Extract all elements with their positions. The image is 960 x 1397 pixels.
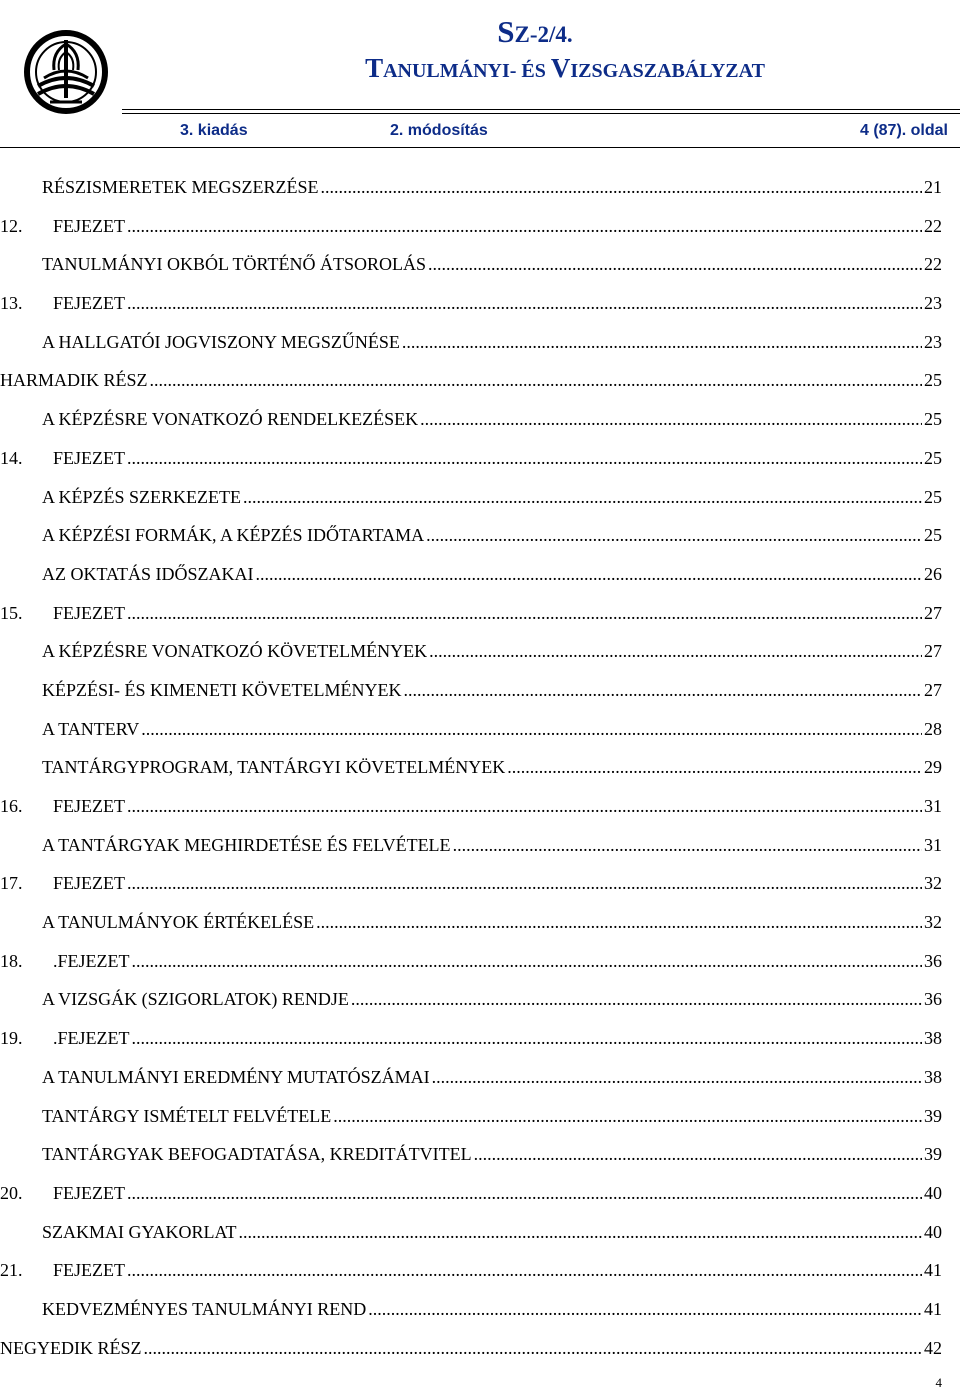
toc-entry[interactable] (0, 1251, 942, 1290)
toc-entry[interactable] (0, 594, 942, 633)
toc-entry-label: FEJEZET (53, 602, 125, 623)
toc-dot-leader (243, 478, 922, 517)
toc-entry-label: AZ OKTATÁS IDŐSZAKAI (42, 563, 254, 584)
toc-entry-page: 38 (924, 1066, 942, 1087)
toc-dot-leader (127, 787, 922, 826)
toc-dot-leader (127, 207, 922, 246)
toc-entry-page: 40 (924, 1182, 942, 1203)
toc-entry-label: A KÉPZÉSRE VONATKOZÓ KÖVETELMÉNYEK (42, 641, 428, 662)
toc-entry-page: 36 (924, 950, 942, 971)
toc-dot-leader (333, 1097, 922, 1136)
toc-entry[interactable] (0, 826, 942, 865)
toc-dot-leader (127, 284, 922, 323)
toc-dot-leader (239, 1213, 922, 1252)
toc-dot-leader (368, 1290, 922, 1329)
toc-dot-leader (428, 245, 922, 284)
toc-dot-leader (432, 1058, 922, 1097)
toc-entry-label: TANTÁRGYPROGRAM, TANTÁRGYI KÖVETELMÉNYEK (42, 757, 506, 778)
toc-dot-leader (150, 361, 922, 400)
toc-dot-leader (127, 1174, 922, 1213)
toc-entry-label: A KÉPZÉS SZERKEZETE (42, 486, 241, 507)
toc-entry[interactable] (0, 1058, 942, 1097)
toc-entry-label: FEJEZET (53, 873, 125, 894)
toc-entry-page: 27 (924, 641, 942, 662)
document-title: TANULMÁNYI- ÉS VIZSGASZABÁLYZAT (365, 53, 765, 83)
toc-dot-leader (402, 323, 922, 362)
toc-entry[interactable] (0, 400, 942, 439)
toc-entry-label: FEJEZET (53, 293, 125, 314)
toc-dot-leader (321, 168, 922, 207)
toc-entry-label: RÉSZISMERETEK MEGSZERZÉSE (42, 177, 319, 197)
toc-entry-label: A HALLGATÓI JOGVISZONY MEGSZŰNÉSE (42, 331, 400, 352)
toc-entry-page: 41 (924, 1298, 942, 1319)
toc-entry-label: A TANULMÁNYOK ÉRTÉKELÉSE (42, 912, 315, 933)
toc-entry[interactable] (0, 1290, 942, 1329)
edition-label: 3. kiadás (180, 122, 248, 139)
toc-entry-page: 32 (924, 912, 942, 933)
toc-entry[interactable] (0, 478, 942, 517)
toc-entry[interactable] (0, 671, 942, 710)
toc-entry-page: 32 (924, 873, 942, 894)
toc-entry-number: 14. (0, 447, 23, 468)
toc-dot-leader (127, 864, 922, 903)
toc-entry-number: 19. (0, 1028, 23, 1049)
toc-entry[interactable] (0, 787, 942, 826)
toc-entry-number: 20. (0, 1182, 23, 1203)
toc-entry-page: 27 (924, 679, 942, 700)
toc-entry-label: A KÉPZÉSI FORMÁK, A KÉPZÉS IDŐTARTAMA (42, 525, 425, 546)
toc-entry-label: TANTÁRGY ISMÉTELT FELVÉTELE (42, 1105, 332, 1126)
toc-entry-page: 23 (924, 293, 942, 314)
toc-entry-label: A TANULMÁNYI EREDMÉNY MUTATÓSZÁMAI (42, 1066, 430, 1087)
toc-entry[interactable] (0, 1135, 942, 1174)
toc-dot-leader (144, 1329, 923, 1368)
page-of-label: 4 (87). oldal (859, 122, 948, 139)
toc-entry[interactable] (0, 516, 942, 555)
toc-entry-page: 39 (924, 1144, 942, 1165)
toc-entry[interactable] (0, 748, 942, 787)
toc-entry-number: 17. (0, 873, 23, 894)
toc-entry[interactable] (0, 1329, 942, 1368)
toc-entry-page: 21 (924, 177, 942, 197)
toc-entry-label: .FEJEZET (53, 1028, 130, 1049)
toc-entry-number: 21. (0, 1260, 23, 1281)
toc-entry-label: NEGYEDIK RÉSZ (0, 1337, 142, 1358)
page-number: 4 (935, 1375, 942, 1390)
table-of-contents (0, 168, 942, 1367)
toc-entry[interactable] (0, 864, 942, 903)
toc-dot-leader (141, 710, 922, 749)
toc-dot-leader (474, 1135, 922, 1174)
toc-entry-label: A KÉPZÉSRE VONATKOZÓ RENDELKEZÉSEK (42, 409, 419, 430)
toc-entry-page: 38 (924, 1028, 942, 1049)
toc-entry-number: 12. (0, 215, 23, 236)
toc-entry-page: 27 (924, 602, 942, 623)
toc-entry-label: SZAKMAI GYAKORLAT (42, 1221, 237, 1242)
toc-entry[interactable] (0, 245, 942, 284)
toc-dot-leader (316, 903, 922, 942)
toc-entry[interactable] (0, 1213, 942, 1252)
toc-entry[interactable] (0, 710, 942, 749)
toc-dot-leader (256, 555, 922, 594)
toc-entry-page: 41 (924, 1260, 942, 1281)
toc-entry[interactable] (0, 980, 942, 1019)
toc-entry-page: 23 (924, 331, 942, 352)
toc-dot-leader (127, 1251, 922, 1290)
toc-dot-leader (429, 632, 922, 671)
toc-dot-leader (132, 1019, 923, 1058)
toc-entry-page: 42 (924, 1337, 942, 1358)
toc-entry-page: 31 (924, 834, 942, 855)
toc-entry-page: 36 (924, 989, 942, 1010)
toc-entry[interactable] (0, 903, 942, 942)
toc-entry-page: 28 (924, 718, 942, 739)
toc-entry-label: TANTÁRGYAK BEFOGADTATÁSA, KREDITÁTVITEL (42, 1144, 472, 1165)
modification-label: 2. módosítás (390, 122, 488, 139)
toc-dot-leader (426, 516, 922, 555)
toc-entry-label: FEJEZET (53, 1182, 125, 1203)
toc-dot-leader (420, 400, 922, 439)
toc-entry[interactable] (0, 284, 942, 323)
toc-entry-page: 31 (924, 796, 942, 816)
toc-entry-label: .FEJEZET (53, 950, 130, 971)
toc-entry[interactable] (0, 439, 942, 478)
toc-entry-page: 29 (924, 757, 942, 778)
toc-entry-number: 16. (0, 796, 23, 816)
toc-entry-page: 39 (924, 1105, 942, 1126)
toc-entry[interactable] (0, 555, 942, 594)
toc-dot-leader (403, 671, 922, 710)
subheader-divider (0, 147, 960, 148)
toc-dot-leader (453, 826, 922, 865)
toc-entry-number: 15. (0, 602, 23, 623)
toc-entry-label: A VIZSGÁK (SZIGORLATOK) RENDJE (42, 989, 349, 1010)
toc-entry[interactable] (0, 323, 942, 362)
toc-entry-page: 25 (924, 447, 942, 468)
toc-entry-page: 25 (924, 486, 942, 507)
toc-entry[interactable] (0, 1019, 942, 1058)
header-divider (122, 109, 960, 110)
toc-entry[interactable] (0, 168, 942, 207)
toc-entry-page: 22 (924, 254, 942, 275)
toc-entry-page: 25 (924, 370, 942, 391)
toc-entry-label: KEDVEZMÉNYES TANULMÁNYI REND (42, 1298, 367, 1319)
toc-dot-leader (127, 439, 922, 478)
toc-entry-label: FEJEZET (53, 796, 125, 816)
toc-entry-page: 40 (924, 1221, 942, 1242)
toc-entry-label: KÉPZÉSI- ÉS KIMENETI KÖVETELMÉNYEK (42, 679, 402, 700)
toc-entry-label: FEJEZET (53, 447, 125, 468)
toc-entry-label: HARMADIK RÉSZ (0, 370, 148, 391)
toc-entry-number: 13. (0, 293, 23, 314)
toc-entry-label: FEJEZET (53, 215, 125, 236)
toc-entry-page: 26 (924, 563, 942, 584)
toc-entry[interactable] (0, 361, 942, 400)
header-divider (122, 113, 960, 114)
toc-entry-label: TANULMÁNYI OKBÓL TÖRTÉNŐ ÁTSOROLÁS (42, 254, 426, 275)
toc-entry-page: 22 (924, 215, 942, 236)
toc-dot-leader (132, 942, 923, 981)
toc-entry-label: FEJEZET (53, 1260, 125, 1281)
toc-entry[interactable] (0, 1174, 942, 1213)
toc-entry[interactable] (0, 942, 942, 981)
toc-dot-leader (507, 748, 922, 787)
toc-entry-label: A TANTERV (42, 718, 140, 739)
toc-entry[interactable] (0, 1097, 942, 1136)
toc-dot-leader (351, 980, 922, 1019)
toc-dot-leader (127, 594, 922, 633)
toc-entry[interactable] (0, 632, 942, 671)
toc-entry-page: 25 (924, 409, 942, 430)
toc-entry[interactable] (0, 207, 942, 246)
toc-entry-label: A TANTÁRGYAK MEGHIRDETÉSE ÉS FELVÉTELE (42, 834, 451, 855)
toc-entry-page: 25 (924, 525, 942, 546)
document-code: SZ-2/4. (497, 14, 573, 49)
toc-entry-number: 18. (0, 950, 23, 971)
